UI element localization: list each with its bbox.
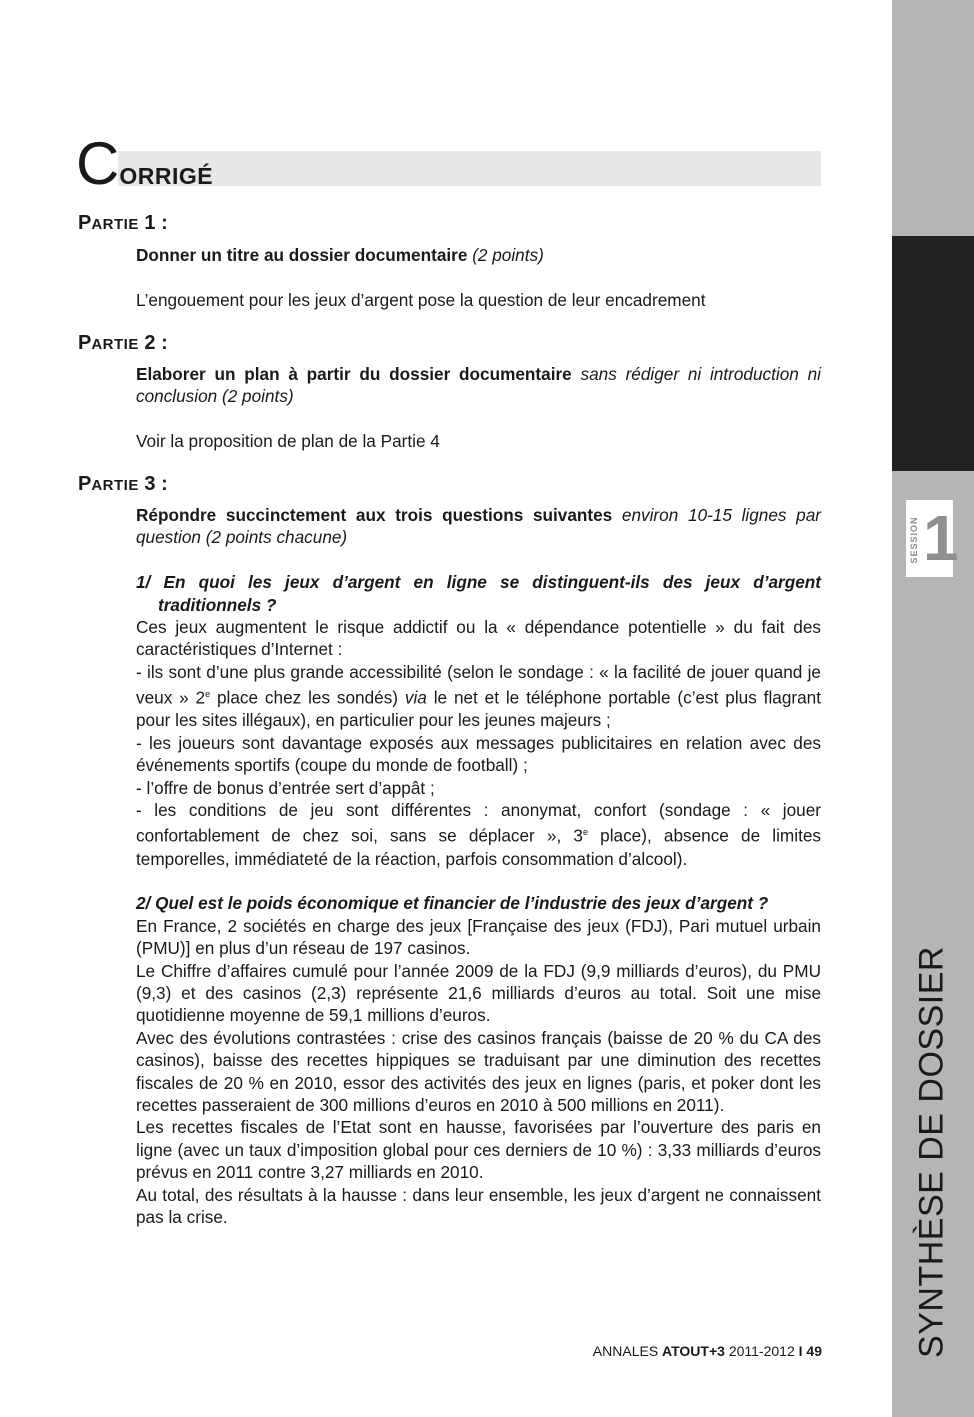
- partie-3-p: P: [78, 473, 92, 495]
- sidebar-corrige-label: [20, 285, 62, 420]
- partie-2-body: [136, 363, 821, 453]
- partie-1-heading: [78, 212, 168, 235]
- partie-1-answer: L’engouement pour les jeux d’argent pose la question de leur encadrement: [136, 289, 706, 310]
- q1-item-4-b: place), absence de limites temporelles, immédiateté de la réaction, parfois consommation d’alcool).: [136, 826, 821, 869]
- partie-3-instruction-italic: environ 10-15 lignes par question (2 points chacune): [136, 505, 821, 548]
- sidebar-corrige-cap: C: [20, 393, 61, 420]
- q1-item-1-a: - ils sont d’une plus grande accessibilité (selon le sondage : « la facilité de jouer quand je veux » 2: [136, 661, 821, 708]
- partie-2-instruction-bold: Elaborer un plan à partir du dossier documentaire: [136, 364, 572, 384]
- partie-2-instruction-italic: sans rédiger ni introduction ni conclusion (2 points): [136, 364, 821, 407]
- q1-item-1-via: via: [404, 687, 427, 708]
- session-label: SESSION: [909, 516, 919, 564]
- q1-item-1-c: le net et le téléphone portable (c’est plus flagrant pour les sites illégaux), en particulier pour les jeunes majeurs ;: [136, 687, 822, 731]
- partie-1-num: 1 :: [144, 212, 168, 234]
- q1-item-1-b: place chez les sondés): [210, 687, 405, 708]
- partie-1-p: P: [78, 212, 92, 234]
- page-number: 49: [806, 1343, 822, 1359]
- page-title: [76, 130, 214, 197]
- q1-item-4-sup: e: [582, 827, 588, 838]
- q1-intro: Ces jeux augmentent le risque addictif ou la « dépendance potentielle » du fait des caractéristiques d’Internet :: [136, 617, 821, 660]
- partie-2-p: P: [78, 332, 92, 354]
- footer-brand: ATOUT+3: [662, 1343, 725, 1359]
- q1-item-1: [136, 661, 821, 732]
- q1-item-4: [136, 799, 821, 870]
- q2-paragraph-2: Le Chiffre d’affaires cumulé pour l’année 2009 de la FDJ (9,9 milliards d’euros), du PMU (9,3) et des casinos (2,3) représente 21,6 milliards d’euros au total. Soit une mise quotidienne moyenne de 59,1 millions d’euros.: [136, 960, 821, 1026]
- partie-1-instruction: [136, 244, 821, 266]
- header-bar: [118, 151, 821, 186]
- q2-paragraph-5: Au total, des résultats à la hausse : dans leur ensemble, les jeux d’argent ne connaissent pas la crise.: [136, 1184, 821, 1228]
- partie-3-instruction: [136, 504, 821, 549]
- sidebar-corrige-tab: [892, 236, 974, 471]
- q1-item-4-a: - les conditions de jeu sont différentes : anonymat, confort (sondage : « jouer confortablement de chez soi, sans se déplacer », 3: [136, 800, 821, 847]
- partie-2-rest: ARTIE: [91, 336, 139, 353]
- session-badge: [906, 500, 959, 577]
- q1-item-2: - les joueurs sont davantage exposés aux messages publicitaires en relation avec des événements sportifs (coupe du monde de football) ;: [136, 732, 821, 776]
- session-number: 1: [923, 502, 959, 574]
- page-title-rest: ORRIGÉ: [119, 163, 214, 189]
- partie-3-num: 3 :: [144, 473, 168, 495]
- sidebar-corrige-rest: ORRIGÉ: [29, 284, 59, 394]
- footer-separator: I: [798, 1343, 803, 1359]
- partie-3-rest: ARTIE: [91, 477, 139, 494]
- page-footer: [593, 1343, 822, 1359]
- partie-2-answer: Voir la proposition de plan de la Partie 4: [136, 431, 440, 452]
- q2-paragraph-4: Les recettes fiscales de l’Etat sont en hausse, favorisées par l’ouverture des paris en ligne (avec un taux d’imposition global pour ces derniers de 10 %) : 3,33 milliards d’euros prévus en 2011 contre 3,27 milliards en 2010.: [136, 1117, 821, 1183]
- partie-2-heading: [78, 332, 168, 355]
- partie-2-instruction: [136, 363, 821, 408]
- q2-paragraph-1: En France, 2 sociétés en charge des jeux [Française des jeux (FDJ), Pari mutuel urbain (PMU)] en plus d’un réseau de 197 casinos.: [136, 915, 821, 959]
- question-2: 2/ Quel est le poids économique et financier de l’industrie des jeux d’argent ?: [136, 893, 769, 914]
- footer-annales: ANNALES: [592, 1343, 659, 1359]
- page-title-cap: C: [76, 130, 120, 197]
- q1-item-1-sup: e: [205, 689, 211, 700]
- partie-3-instruction-bold: Répondre succinctement aux trois questions suivantes: [136, 505, 613, 525]
- q1-item-3: - l’offre de bonus d’entrée sert d’appât ;: [136, 777, 435, 798]
- partie-1-rest: ARTIE: [91, 216, 139, 233]
- partie-1-instruction-italic: (2 points): [472, 245, 544, 265]
- partie-3-heading: [78, 473, 168, 496]
- partie-2-num: 2 :: [144, 332, 168, 354]
- footer-years: 2011-2012: [728, 1343, 795, 1359]
- q2-paragraph-3: Avec des évolutions contrastées : crise des casinos français (baisse de 20 % du CA des casinos), baisse des recettes hippiques se traduisant par une diminution des recettes fiscales de 20 % en 2010, essor des activités des jeux en lignes (paris, et poker dont les recettes passeraient de 300 millions d’euros en 2010 à 500 millions en 2011).: [136, 1027, 821, 1115]
- question-1: 1/ En quoi les jeux d’argent en ligne se distinguent-ils des jeux d’argent traditionnels ?: [136, 572, 821, 615]
- partie-1-instruction-bold: Donner un titre au dossier documentaire: [136, 245, 468, 265]
- sidebar-section-title: SYNTHÈSE DE DOSSIER: [912, 946, 951, 1358]
- partie-3-body: [136, 504, 821, 1228]
- partie-1-body: [136, 244, 821, 311]
